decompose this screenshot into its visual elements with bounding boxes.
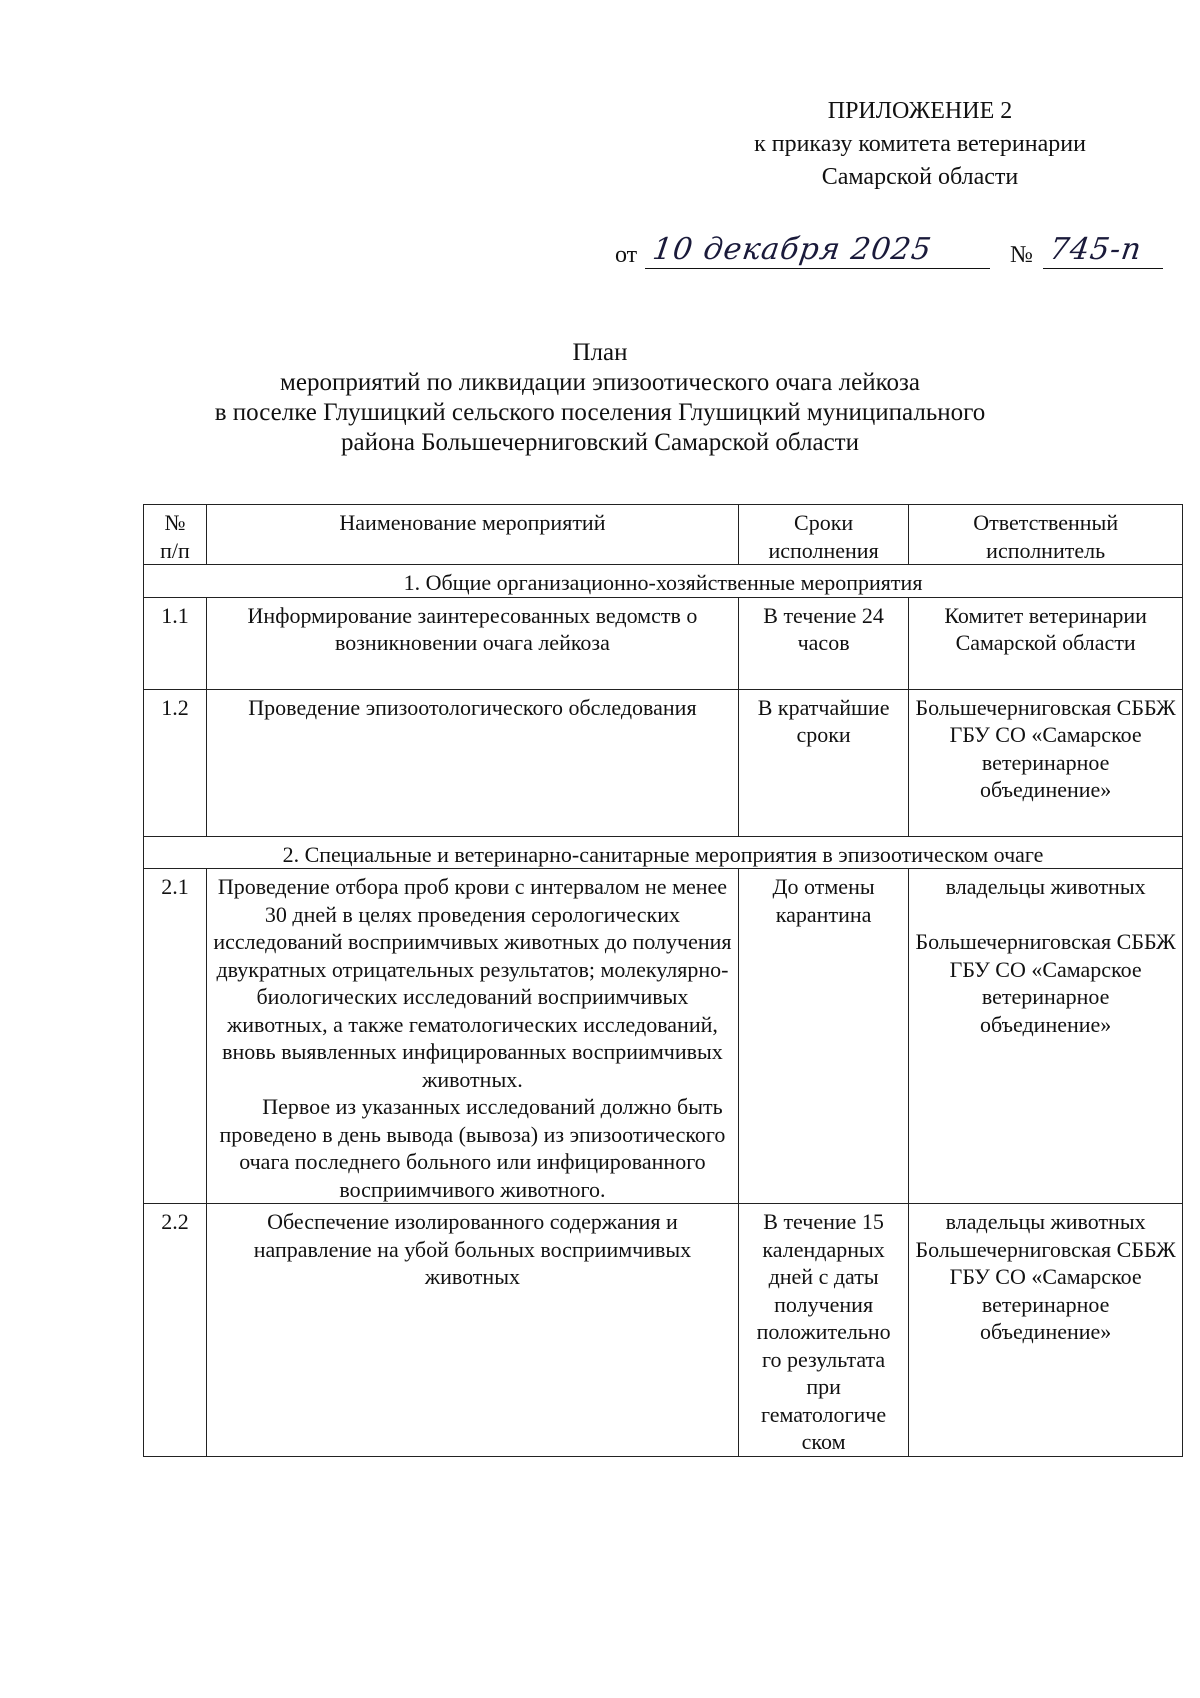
section-title-2: 2. Специальные и ветеринарно-санитарные мероприятия в эпизоотическом очаге xyxy=(144,836,1183,869)
order-date-number xyxy=(615,232,1175,268)
table-row xyxy=(144,597,1183,689)
plan-title-line3: в поселке Глушицкий сельского поселения Глушицкий муниципального xyxy=(214,399,986,426)
table-row xyxy=(144,689,1183,836)
date-underline xyxy=(645,268,990,269)
row-term: В течение 15 календарных дней с даты получения положительно го результата при гематологиче ском xyxy=(738,1204,908,1457)
row-term: В течение 24 часов xyxy=(738,597,908,689)
section-row-2 xyxy=(144,836,1183,869)
section-title-1: 1. Общие организационно-хозяйственные мероприятия xyxy=(144,565,1183,598)
handwritten-date: 10 декабря 2025 xyxy=(650,232,935,267)
number-prefix: № xyxy=(1010,242,1033,268)
row-term: До отмены карантина xyxy=(738,869,908,1204)
row-term: В кратчайшие сроки xyxy=(738,689,908,836)
section-row-1 xyxy=(144,565,1183,598)
header-name: Наименование мероприятий xyxy=(207,505,739,565)
appendix-region: Самарской области xyxy=(821,164,1019,190)
row-resp: Большечерниговская СББЖ ГБУ СО «Самарское ветеринарное объединение» xyxy=(909,689,1183,836)
number-underline xyxy=(1043,268,1163,269)
header-num: № п/п xyxy=(144,505,207,565)
row-num: 2.1 xyxy=(144,869,207,1204)
plan-title-line1: План xyxy=(572,339,628,366)
handwritten-number: 745-п xyxy=(1047,232,1145,267)
header-term: Сроки исполнения xyxy=(738,505,908,565)
row-name xyxy=(207,869,739,1204)
appendix-header xyxy=(700,95,1140,194)
row-resp: Комитет ветеринарии Самарской области xyxy=(909,597,1183,689)
row-name: Информирование заинтересованных ведомств о возникновении очага лейкоза xyxy=(207,597,739,689)
plan-title-line2: мероприятий по ликвидации эпизоотического очага лейкоза xyxy=(280,369,920,396)
appendix-title: ПРИЛОЖЕНИЕ 2 xyxy=(827,98,1013,124)
row-name: Проведение эпизоотологического обследования xyxy=(207,689,739,836)
plan-title xyxy=(150,338,1050,458)
date-prefix: от xyxy=(615,242,638,268)
table-header-row xyxy=(144,505,1183,565)
row-name-paragraph-2: Первое из указанных исследований должно быть проведено в день вывода (вывоза) из эпизоотического очага последнего больного или инфицированного восприимчивого животного. xyxy=(219,1094,726,1202)
plan-table xyxy=(143,504,1183,1457)
row-num: 2.2 xyxy=(144,1204,207,1457)
header-resp: Ответственный исполнитель xyxy=(909,505,1183,565)
table-row xyxy=(144,869,1183,1204)
appendix-order-ref: к приказу комитета ветеринарии xyxy=(754,131,1086,157)
plan-title-line4: района Большечерниговский Самарской области xyxy=(341,429,859,456)
row-num: 1.1 xyxy=(144,597,207,689)
row-resp: владельцы животных Большечерниговская СББЖ ГБУ СО «Самарское ветеринарное объединение» xyxy=(909,869,1183,1204)
row-name: Обеспечение изолированного содержания и направление на убой больных восприимчивых животных xyxy=(207,1204,739,1457)
table-row xyxy=(144,1204,1183,1457)
row-name-paragraph-1: Проведение отбора проб крови с интервалом не менее 30 дней в целях проведения серологических исследований восприимчивых животных до получения двукратных отрицательных результатов; молекулярно-биологических исследований восприимчивых животных, а также гематологических исследований, вновь выявленных инфицированных восприимчивых животных. xyxy=(213,874,732,1092)
row-resp: владельцы животных Большечерниговская СББЖ ГБУ СО «Самарское ветеринарное объединение» xyxy=(909,1204,1183,1457)
row-num: 1.2 xyxy=(144,689,207,836)
